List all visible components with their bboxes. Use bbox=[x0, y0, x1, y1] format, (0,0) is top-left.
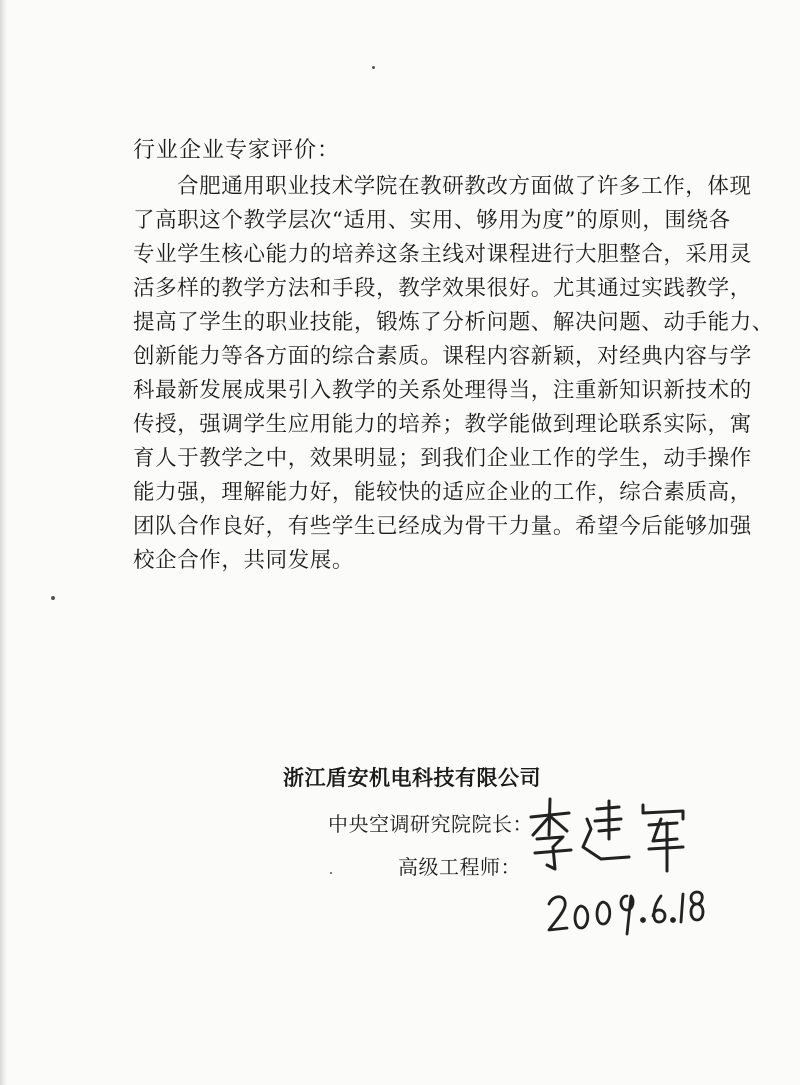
handwritten-date bbox=[545, 880, 705, 940]
body-line: 团队合作良好，有些学生已经成为骨干力量。希望今后能够加强 bbox=[133, 514, 752, 539]
scan-speck bbox=[330, 872, 332, 874]
signer-title-director: 中央空调研究院院长： bbox=[328, 812, 533, 836]
scan-speck bbox=[372, 66, 375, 69]
scan-edge bbox=[0, 0, 7, 1085]
body-line: 专业学生核心能力的培养这条主线对课程进行大胆整合，采用灵 bbox=[133, 242, 752, 267]
body-line: 科最新发展成果引入教学的关系处理得当，注重新知识新技术的 bbox=[133, 378, 752, 403]
body-line: 校企合作，共同发展。 bbox=[133, 548, 355, 573]
body-line: 传授，强调学生应用能力的培养；教学能做到理论联系实际，寓 bbox=[133, 412, 752, 437]
handwritten-signature bbox=[525, 795, 695, 875]
body-line: 能力强，理解能力好，能较快的适应企业的工作，综合素质高， bbox=[133, 480, 752, 505]
body-line: 合肥通用职业技术学院在教研教改方面做了许多工作，体现 bbox=[177, 174, 752, 199]
section-heading: 行业企业专家评价： bbox=[133, 138, 341, 163]
body-line: 活多样的教学方法和手段，教学效果很好。尤其通过实践教学， bbox=[133, 276, 752, 301]
body-line: 了高职这个教学层次“适用、实用、够用为度”的原则，围绕各 bbox=[133, 208, 731, 233]
signer-title-engineer: 高级工程师： bbox=[398, 855, 521, 879]
company-name: 浙江盾安机电科技有限公司 bbox=[283, 765, 541, 790]
body-line: 提高了学生的职业技能，锻炼了分析问题、解决问题、动手能力、 bbox=[133, 310, 774, 335]
body-line: 创新能力等各方面的综合素质。课程内容新颖，对经典内容与学 bbox=[133, 344, 752, 369]
scan-speck bbox=[51, 596, 55, 600]
evaluation-body bbox=[133, 170, 774, 578]
body-line: 育人于教学之中，效果明显；到我们企业工作的学生，动手操作 bbox=[133, 446, 752, 471]
